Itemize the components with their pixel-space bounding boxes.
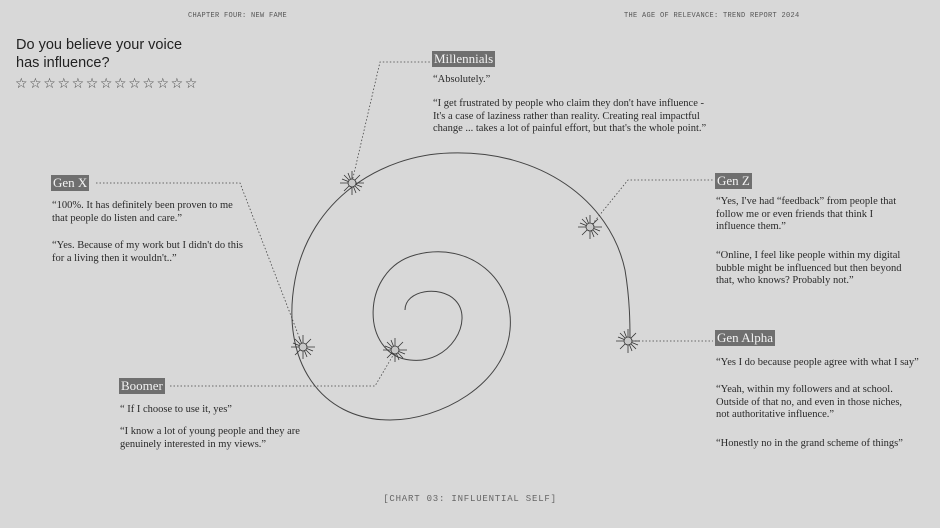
tag-genalpha: Gen Alpha: [717, 330, 773, 345]
question-line-1: Do you believe your voice: [16, 37, 183, 53]
tag-boomer: Boomer: [121, 378, 163, 393]
quote-boomer-2: “I know a lot of young people and they are genuinely interested in my views.”: [120, 426, 300, 450]
quote-genz-2: “Online, I feel like people within my digital bubble might be influenced but then beyond that, who knows? Probably not.”: [716, 250, 902, 287]
tag-genz: Gen Z: [717, 173, 750, 188]
quote-genalpha-1: “Yes I do because people agree with what I say”: [716, 357, 919, 368]
connector-millennials: [352, 62, 430, 182]
marker-genz: [578, 215, 602, 239]
marker-millennials: [340, 171, 364, 195]
quote-genx-1: “100%. It has definitely been proven to me that people do listen and care.”: [52, 200, 233, 224]
star-rating: ☆☆☆☆☆☆☆☆☆☆☆☆☆: [15, 76, 199, 92]
tag-genx: Gen X: [53, 175, 88, 190]
connector-genz: [590, 180, 713, 227]
quote-genalpha-3: “Honestly no in the grand scheme of things”: [716, 438, 903, 449]
spiral-path: [292, 153, 630, 420]
quote-millennials-1: “Absolutely.”: [433, 74, 491, 85]
report-title: THE AGE OF RELEVANCE: TREND REPORT 2024: [624, 12, 800, 20]
quote-boomer-1: “ If I choose to use it, yes”: [120, 404, 232, 415]
quote-genx-2: “Yes. Because of my work but I didn't do this for a living then it wouldn't..”: [52, 240, 243, 264]
chapter-title: CHAPTER FOUR: NEW FAME: [188, 12, 288, 20]
marker-genalpha: [616, 329, 640, 353]
connector-boomer: [170, 352, 395, 386]
quote-genz-1: “Yes, I've had “feedback” from people that follow me or even friends that think I influence them.”: [716, 196, 897, 233]
chart-caption: [CHART 03: INFLUENTIAL SELF]: [383, 494, 557, 504]
question-line-2: has influence?: [16, 55, 110, 71]
quote-millennials-2: “I get frustrated by people who claim they don't have influence - It's a case of laziness rather than reality. Creating real impactful change ... takes a lot of painful effort, but that's the whole point.”: [433, 98, 707, 135]
quote-genalpha-2: “Yeah, within my followers and at school. Outside of that no, and even in those niches, not authoritative influence.”: [716, 384, 903, 421]
tag-millennials: Millennials: [434, 51, 494, 66]
